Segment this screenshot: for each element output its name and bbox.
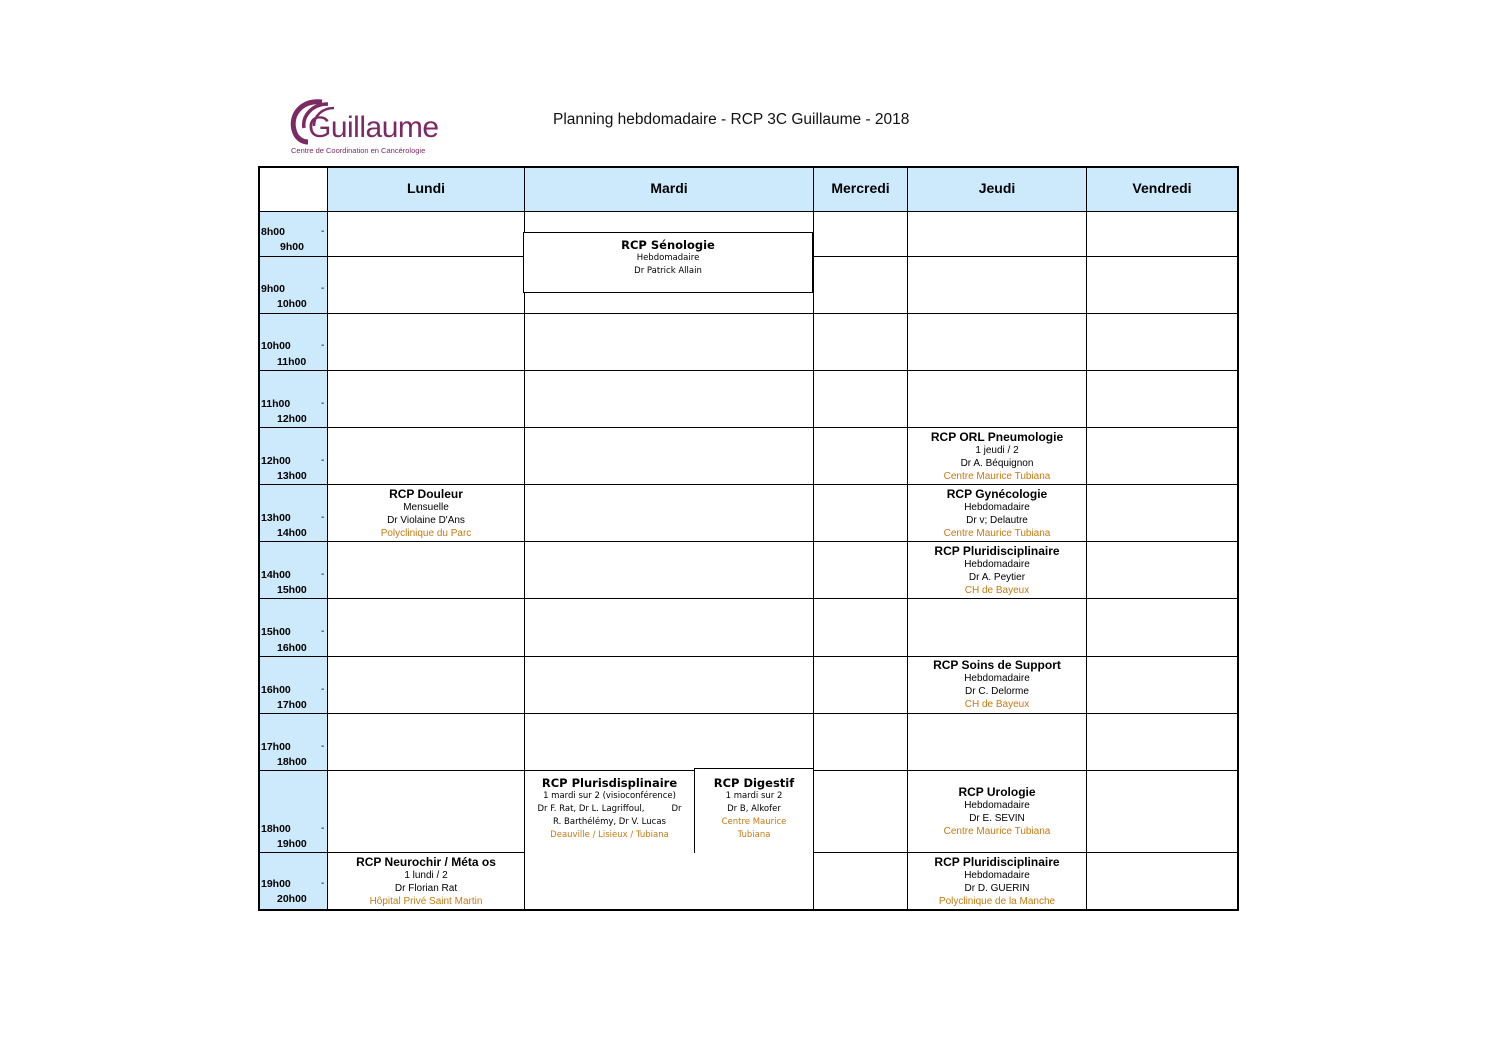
- time-dash: -: [321, 569, 325, 580]
- event-location: Tubiana: [737, 830, 771, 840]
- event-location: Centre Maurice Tubiana: [943, 528, 1051, 539]
- event-location: Polyclinique de la Manche: [938, 896, 1056, 907]
- event-frequency: Hebdomadaire: [964, 870, 1030, 881]
- event-senologie[interactable]: [523, 232, 813, 293]
- event-soins-de-support[interactable]: [908, 659, 1086, 711]
- event-doctor: Dr D. GUERIN: [964, 883, 1030, 894]
- event-doctor: Dr Florian Rat: [394, 883, 458, 894]
- event-frequency: Hebdomadaire: [636, 253, 700, 263]
- event-location: CH de Bayeux: [964, 699, 1030, 710]
- event-neurochir[interactable]: [328, 856, 524, 908]
- time-start: 10h00: [261, 340, 291, 352]
- time-dash: -: [321, 512, 325, 523]
- logo-subtitle: Centre de Coordination en Cancérologie: [291, 146, 426, 155]
- event-location: Centre Maurice Tubiana: [943, 826, 1051, 837]
- logo-name: Guillaume: [308, 111, 439, 144]
- time-dash: -: [321, 340, 325, 351]
- time-end: 12h00: [277, 413, 307, 425]
- event-location: CH de Bayeux: [964, 585, 1030, 596]
- day-header-mardi: Mardi: [650, 180, 688, 196]
- event-frequency: Hebdomadaire: [964, 559, 1030, 570]
- event-frequency: Hebdomadaire: [964, 800, 1030, 811]
- day-header-mercredi: Mercredi: [831, 180, 890, 196]
- time-dash: -: [321, 741, 325, 752]
- event-frequency: 1 mardi sur 2 (visioconférence): [543, 791, 676, 801]
- time-start: 11h00: [261, 398, 291, 410]
- time-end: 17h00: [277, 699, 307, 711]
- event-gynecologie[interactable]: [908, 488, 1086, 540]
- event-digestif[interactable]: [694, 768, 814, 853]
- time-column-bg: [260, 212, 327, 909]
- event-title: RCP Pluridisciplinaire: [934, 855, 1060, 869]
- event-title: RCP Pluridisciplinaire: [934, 544, 1060, 558]
- time-dash: -: [321, 283, 325, 294]
- time-start: 14h00: [261, 569, 291, 581]
- time-end: 13h00: [277, 470, 307, 482]
- event-location: Centre Maurice Tubiana: [943, 471, 1051, 482]
- time-start: 18h00: [261, 823, 291, 835]
- event-title: RCP Urologie: [958, 785, 1036, 799]
- time-end: 9h00: [280, 241, 304, 253]
- event-location: Centre Maurice: [721, 817, 787, 827]
- time-dash: -: [321, 823, 325, 834]
- time-start: 13h00: [261, 512, 291, 524]
- schedule-grid: [258, 166, 1239, 911]
- time-dash: -: [321, 684, 325, 695]
- event-title: RCP Douleur: [389, 487, 463, 501]
- event-frequency: 1 lundi / 2: [404, 870, 448, 881]
- time-start: 17h00: [261, 741, 291, 753]
- time-dash: -: [321, 878, 325, 889]
- time-dash: -: [321, 398, 325, 409]
- event-doctor: Dr B, Alkofer: [727, 804, 781, 814]
- time-start: 8h00: [261, 226, 285, 238]
- event-frequency: 1 jeudi / 2: [975, 445, 1019, 456]
- day-header-vendredi: Vendredi: [1132, 180, 1192, 196]
- event-frequency: Hebdomadaire: [964, 673, 1030, 684]
- event-title: RCP Digestif: [713, 776, 795, 790]
- time-end: 19h00: [277, 838, 307, 850]
- time-end: 15h00: [277, 584, 307, 596]
- time-end: 18h00: [277, 756, 307, 768]
- day-header-lundi: Lundi: [406, 180, 446, 196]
- event-doctor: Dr v; Delautre: [966, 515, 1028, 526]
- event-title: RCP Gynécologie: [946, 487, 1048, 501]
- day-header-jeudi: Jeudi: [978, 180, 1016, 196]
- event-doctor: Dr A. Béquignon: [960, 458, 1034, 469]
- event-frequency: Hebdomadaire: [964, 502, 1030, 513]
- event-doctor: Dr F. Rat, Dr L. Lagriffoul, Dr: [537, 804, 682, 814]
- event-pluridisciplinaire-bayeux[interactable]: [908, 545, 1086, 597]
- time-end: 16h00: [277, 642, 307, 654]
- event-urologie[interactable]: [908, 786, 1086, 838]
- event-title: RCP Plurisdisplinaire: [541, 776, 678, 790]
- event-pluridisciplinaire-manche[interactable]: [908, 856, 1086, 908]
- time-dash: -: [321, 626, 325, 637]
- event-title: RCP Neurochir / Méta os: [356, 855, 496, 869]
- time-dash: -: [321, 226, 325, 237]
- event-orl-pneumologie[interactable]: [908, 431, 1086, 483]
- event-frequency: Mensuelle: [403, 502, 449, 513]
- event-location: Deauville / Lisieux / Tubiana: [550, 830, 669, 840]
- event-doctor: Dr Patrick Allain: [634, 266, 702, 276]
- time-dash: -: [321, 455, 325, 466]
- event-doctor: Dr A. Peytier: [968, 572, 1026, 583]
- logo: [288, 96, 448, 158]
- event-title: RCP Soins de Support: [933, 658, 1061, 672]
- page-title: Planning hebdomadaire - RCP 3C Guillaume - 2018: [553, 111, 910, 128]
- time-start: 19h00: [261, 878, 291, 890]
- event-plurisdisplinaire[interactable]: [524, 770, 695, 853]
- event-doctor: Dr C. Delorme: [965, 686, 1029, 697]
- time-end: 10h00: [277, 298, 307, 310]
- event-douleur[interactable]: [328, 488, 524, 540]
- event-title: RCP Sénologie: [621, 238, 715, 252]
- time-end: 11h00: [277, 356, 307, 368]
- time-start: 15h00: [261, 626, 291, 638]
- event-location: Polyclinique du Parc: [380, 528, 472, 539]
- time-start: 16h00: [261, 684, 291, 696]
- time-start: 12h00: [261, 455, 291, 467]
- time-start: 9h00: [261, 283, 285, 295]
- event-doctor: Dr E. SEVIN: [969, 813, 1025, 824]
- time-end: 20h00: [277, 893, 307, 905]
- event-frequency: 1 mardi sur 2: [725, 791, 783, 801]
- time-end: 14h00: [277, 527, 307, 539]
- event-doctor: Dr Violaine D'Ans: [387, 515, 465, 526]
- event-doctor: R. Barthélémy, Dr V. Lucas: [553, 817, 666, 827]
- event-title: RCP ORL Pneumologie: [930, 430, 1064, 444]
- event-location: Hôpital Privé Saint Martin: [369, 896, 483, 907]
